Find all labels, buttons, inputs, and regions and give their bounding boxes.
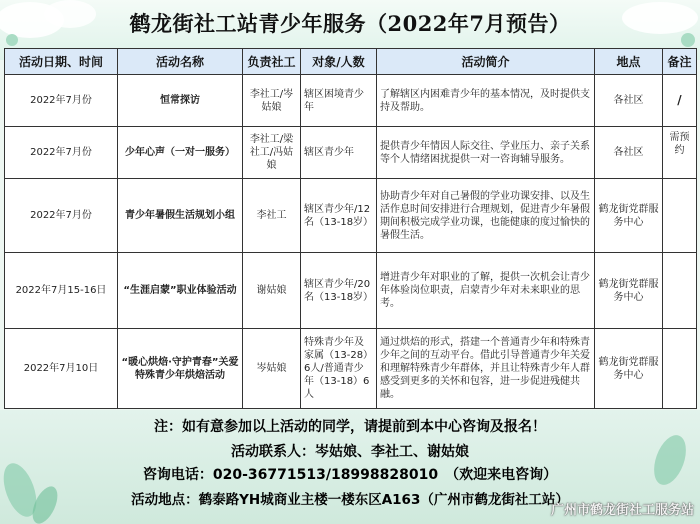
cell-owner: 李社工/梁社工/冯姑娘 — [243, 127, 301, 179]
table-header-row — [5, 49, 697, 75]
cell-date: 2022年7月份 — [5, 75, 118, 127]
table-row — [5, 75, 697, 127]
cell-location: 各社区 — [595, 127, 663, 179]
cell-date: 2022年7月15-16日 — [5, 253, 118, 329]
table-row — [5, 253, 697, 329]
cell-target: 辖区青少年/20名（13-18岁） — [301, 253, 377, 329]
header-activity-name: 活动名称 — [118, 49, 243, 75]
cell-owner: 岑姑娘 — [243, 329, 301, 409]
header-owner: 负责社工 — [243, 49, 301, 75]
cell-location: 各社区 — [595, 75, 663, 127]
cell-owner: 李社工 — [243, 179, 301, 253]
cell-description: 协助青少年对自己暑假的学业功课安排、以及生活作息时间安排进行合理规划，促进青少年暑假期间积极完成学业功课，也能健康的度过愉快的暑假生活。 — [377, 179, 595, 253]
cell-description: 通过烘焙的形式，搭建一个普通青少年和特殊青少年之间的互动平台。借此引导普通青少年关爱和理解特殊青少年群体，并且让特殊青少年人群感受到更多的关怀和包容，进一步促进残健共融。 — [377, 329, 595, 409]
watermark: 广州市鹤龙街社工服务站 — [550, 503, 694, 518]
cell-note — [663, 253, 697, 329]
cell-activity-name: “暖心烘焙·守护青春”关爱特殊青少年烘焙活动 — [118, 329, 243, 409]
cell-description: 提供青少年情因人际交往、学业压力、亲子关系等个人情绪困扰提供一对一咨询辅导服务。 — [377, 127, 595, 179]
cell-note — [663, 179, 697, 253]
footer-address: 活动地点：鹤泰路YH城商业主楼一楼东区A163（广州市鹤龙街社工站） — [131, 492, 569, 508]
cell-location: 鹤龙街党群服务中心 — [595, 253, 663, 329]
table-row — [5, 329, 697, 409]
cell-target: 辖区困境青少年 — [301, 75, 377, 127]
footer-contact: 活动联系人：岑姑娘、李社工、谢姑娘 — [231, 444, 469, 460]
cell-owner: 李社工/岑姑娘 — [243, 75, 301, 127]
table-row — [5, 127, 697, 179]
cell-note: / — [663, 75, 697, 127]
cell-owner: 谢姑娘 — [243, 253, 301, 329]
header-date: 活动日期、时间 — [5, 49, 118, 75]
cell-location: 鹤龙街党群服务中心 — [595, 179, 663, 253]
table-row — [5, 179, 697, 253]
activity-schedule-table — [4, 48, 697, 409]
cell-description: 了解辖区内困难青少年的基本情况，及时提供支持及帮助。 — [377, 75, 595, 127]
cell-date: 2022年7月份 — [5, 127, 118, 179]
footer-note: 注：如有意参加以上活动的同学，请提前到本中心咨询及报名！ — [154, 419, 546, 435]
footer-phone: 咨询电话：020-36771513/18998828010 （欢迎来电咨询） — [142, 467, 558, 483]
header-description: 活动简介 — [377, 49, 595, 75]
cell-target: 特殊青少年及家属（13-28）6人/普通青少年（13-18）6人 — [301, 329, 377, 409]
cell-date: 2022年7月10日 — [5, 329, 118, 409]
cell-location: 鹤龙街党群服务中心 — [595, 329, 663, 409]
cell-activity-name: 青少年暑假生活规划小组 — [118, 179, 243, 253]
cell-note: 需预约 — [663, 127, 697, 179]
header-note: 备注 — [663, 49, 697, 75]
cell-target: 辖区青少年 — [301, 127, 377, 179]
page-title: 鹤龙街社工站青少年服务（2022年7月预告） — [129, 11, 571, 36]
cell-date: 2022年7月份 — [5, 179, 118, 253]
cell-note — [663, 329, 697, 409]
header-location: 地点 — [595, 49, 663, 75]
cell-activity-name: “生涯启蒙”职业体验活动 — [118, 253, 243, 329]
cell-target: 辖区青少年/12名（13-18岁） — [301, 179, 377, 253]
cell-description: 增进青少年对职业的了解，提供一次机会让青少年体验岗位职责，启蒙青少年对未来职业的思考。 — [377, 253, 595, 329]
cell-activity-name: 恒常探访 — [118, 75, 243, 127]
cell-activity-name: 少年心声（一对一服务） — [118, 127, 243, 179]
header-target: 对象/人数 — [301, 49, 377, 75]
